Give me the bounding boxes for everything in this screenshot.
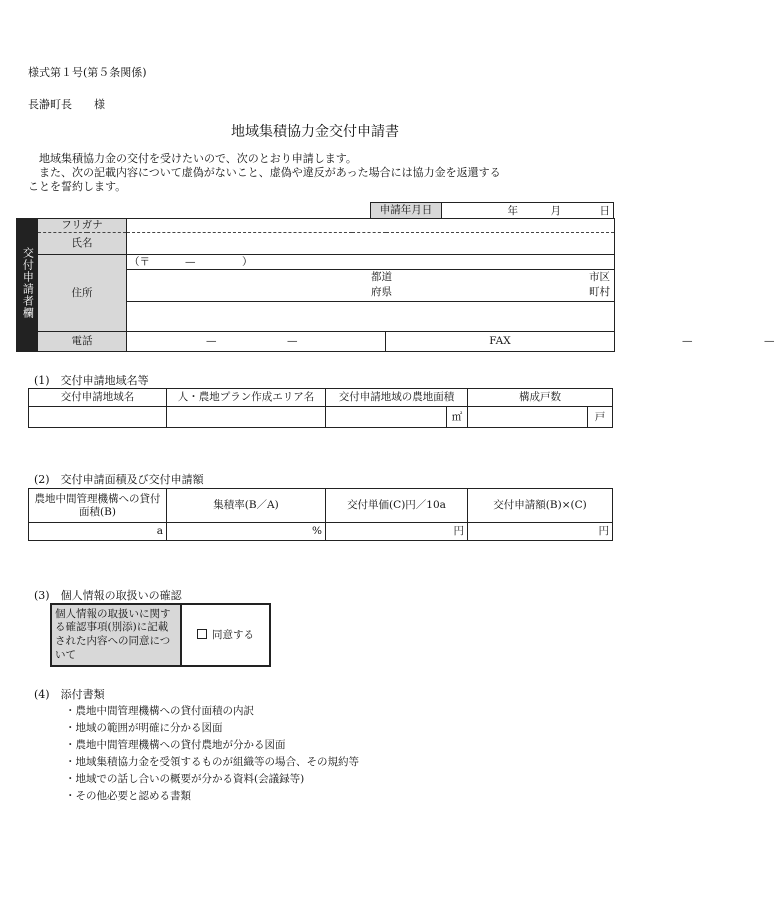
section1-heading: (1) 交付申請地域名等 [34, 374, 149, 387]
section4-heading: (4) 添付書類 [34, 688, 105, 701]
unit-sqm: ㎡ [446, 407, 467, 427]
section2-table [28, 488, 613, 541]
attachment-item: ・地域での話し合いの概要が分かる資料(会議録等) [65, 773, 305, 785]
farmland-area-input[interactable] [326, 407, 468, 428]
intro-line-2: また、次の記載内容について虚偽がないこと、虚偽や違反があった場合には協力金を返還する [28, 166, 501, 179]
postal-suffix: ） [242, 256, 253, 268]
address-input[interactable] [127, 255, 615, 332]
col-area-name: 交付申請地域名 [29, 389, 167, 407]
year-label: 年 [507, 204, 518, 217]
form-number: 様式第１号(第５条関係) [28, 66, 147, 79]
section3-heading: (3) 個人情報の取扱いの確認 [34, 589, 182, 602]
col-lease-area: 農地中間管理機構への貸付面積(B) [29, 489, 167, 523]
attachment-item: ・その他必要と認める書類 [65, 790, 191, 802]
checkbox-icon[interactable] [197, 629, 207, 639]
fax-dash-2: — [764, 334, 775, 347]
concentration-rate-input[interactable]: % [167, 523, 326, 541]
households-input[interactable] [468, 407, 613, 428]
col-plan-area: 人・農地プラン作成エリア名 [167, 389, 326, 407]
phone-dash-1: — [206, 334, 217, 347]
section1-table [28, 388, 613, 428]
plan-area-input[interactable] [167, 407, 326, 428]
day-label: 日 [599, 204, 610, 217]
prefecture-label-top: 都道 [371, 271, 393, 283]
applicant-section-label: 交付申請者欄 [17, 219, 38, 352]
city-label-top: 市区 [589, 271, 611, 283]
applicant-table [16, 218, 775, 352]
attachment-item: ・地域の範囲が明確に分かる図面 [65, 722, 223, 734]
phone-input[interactable] [127, 332, 386, 352]
section3-table [50, 603, 271, 667]
prefecture-label-bottom: 府県 [371, 286, 393, 298]
postal-prefix: （〒 [129, 256, 151, 268]
col-unit-price: 交付単価(C)円／10a [326, 489, 468, 523]
lease-area-input[interactable]: a [29, 523, 167, 541]
fax-dash-1: — [682, 334, 693, 347]
intro-line-3: ことを誓約します。 [28, 180, 127, 193]
fax-label: FAX [386, 332, 615, 352]
attachment-item: ・農地中間管理機構への貸付面積の内訳 [65, 705, 254, 717]
attachment-item: ・農地中間管理機構への貸付農地が分かる図面 [65, 739, 286, 751]
col-application-amount: 交付申請額(B)×(C) [468, 489, 613, 523]
postal-dash: — [185, 256, 196, 268]
name-input[interactable] [127, 233, 615, 255]
application-amount-input[interactable]: 円 [468, 523, 613, 541]
application-date-table [370, 202, 614, 219]
col-farmland-area: 交付申請地域の農地面積 [326, 389, 468, 407]
month-label: 月 [550, 204, 561, 217]
address-label: 住所 [38, 255, 127, 332]
phone-dash-2: — [287, 334, 298, 347]
addressee: 長瀞町長 様 [28, 98, 105, 111]
intro-line-1: 地域集積協力金の交付を受けたいので、次のとおり申請します。 [28, 152, 357, 165]
area-name-input[interactable] [29, 407, 167, 428]
date-label: 申請年月日 [371, 203, 442, 219]
date-field[interactable] [442, 203, 614, 219]
phone-label: 電話 [38, 332, 127, 352]
furigana-label: フリガナ [38, 219, 127, 233]
unit-price-input[interactable]: 円 [326, 523, 468, 541]
section2-heading: (2) 交付申請面積及び交付申請額 [34, 473, 204, 486]
col-concentration-rate: 集積率(B／A) [167, 489, 326, 523]
attachment-item: ・地域集積協力金を受領するものが組織等の場合、その規約等 [65, 756, 359, 768]
city-label-bottom: 町村 [589, 286, 611, 298]
page-title: 地域集積協力金交付申請書 [231, 124, 399, 140]
furigana-input[interactable] [127, 219, 615, 233]
col-households: 構成戸数 [468, 389, 613, 407]
unit-households: 戸 [587, 407, 612, 427]
privacy-consent-label: 個人情報の取扱いに関する確認事項(別添)に記載された内容への同意について [51, 604, 181, 666]
agree-label: 同意する [212, 628, 254, 641]
privacy-consent-checkbox[interactable] [181, 604, 270, 666]
name-label: 氏名 [38, 233, 127, 255]
